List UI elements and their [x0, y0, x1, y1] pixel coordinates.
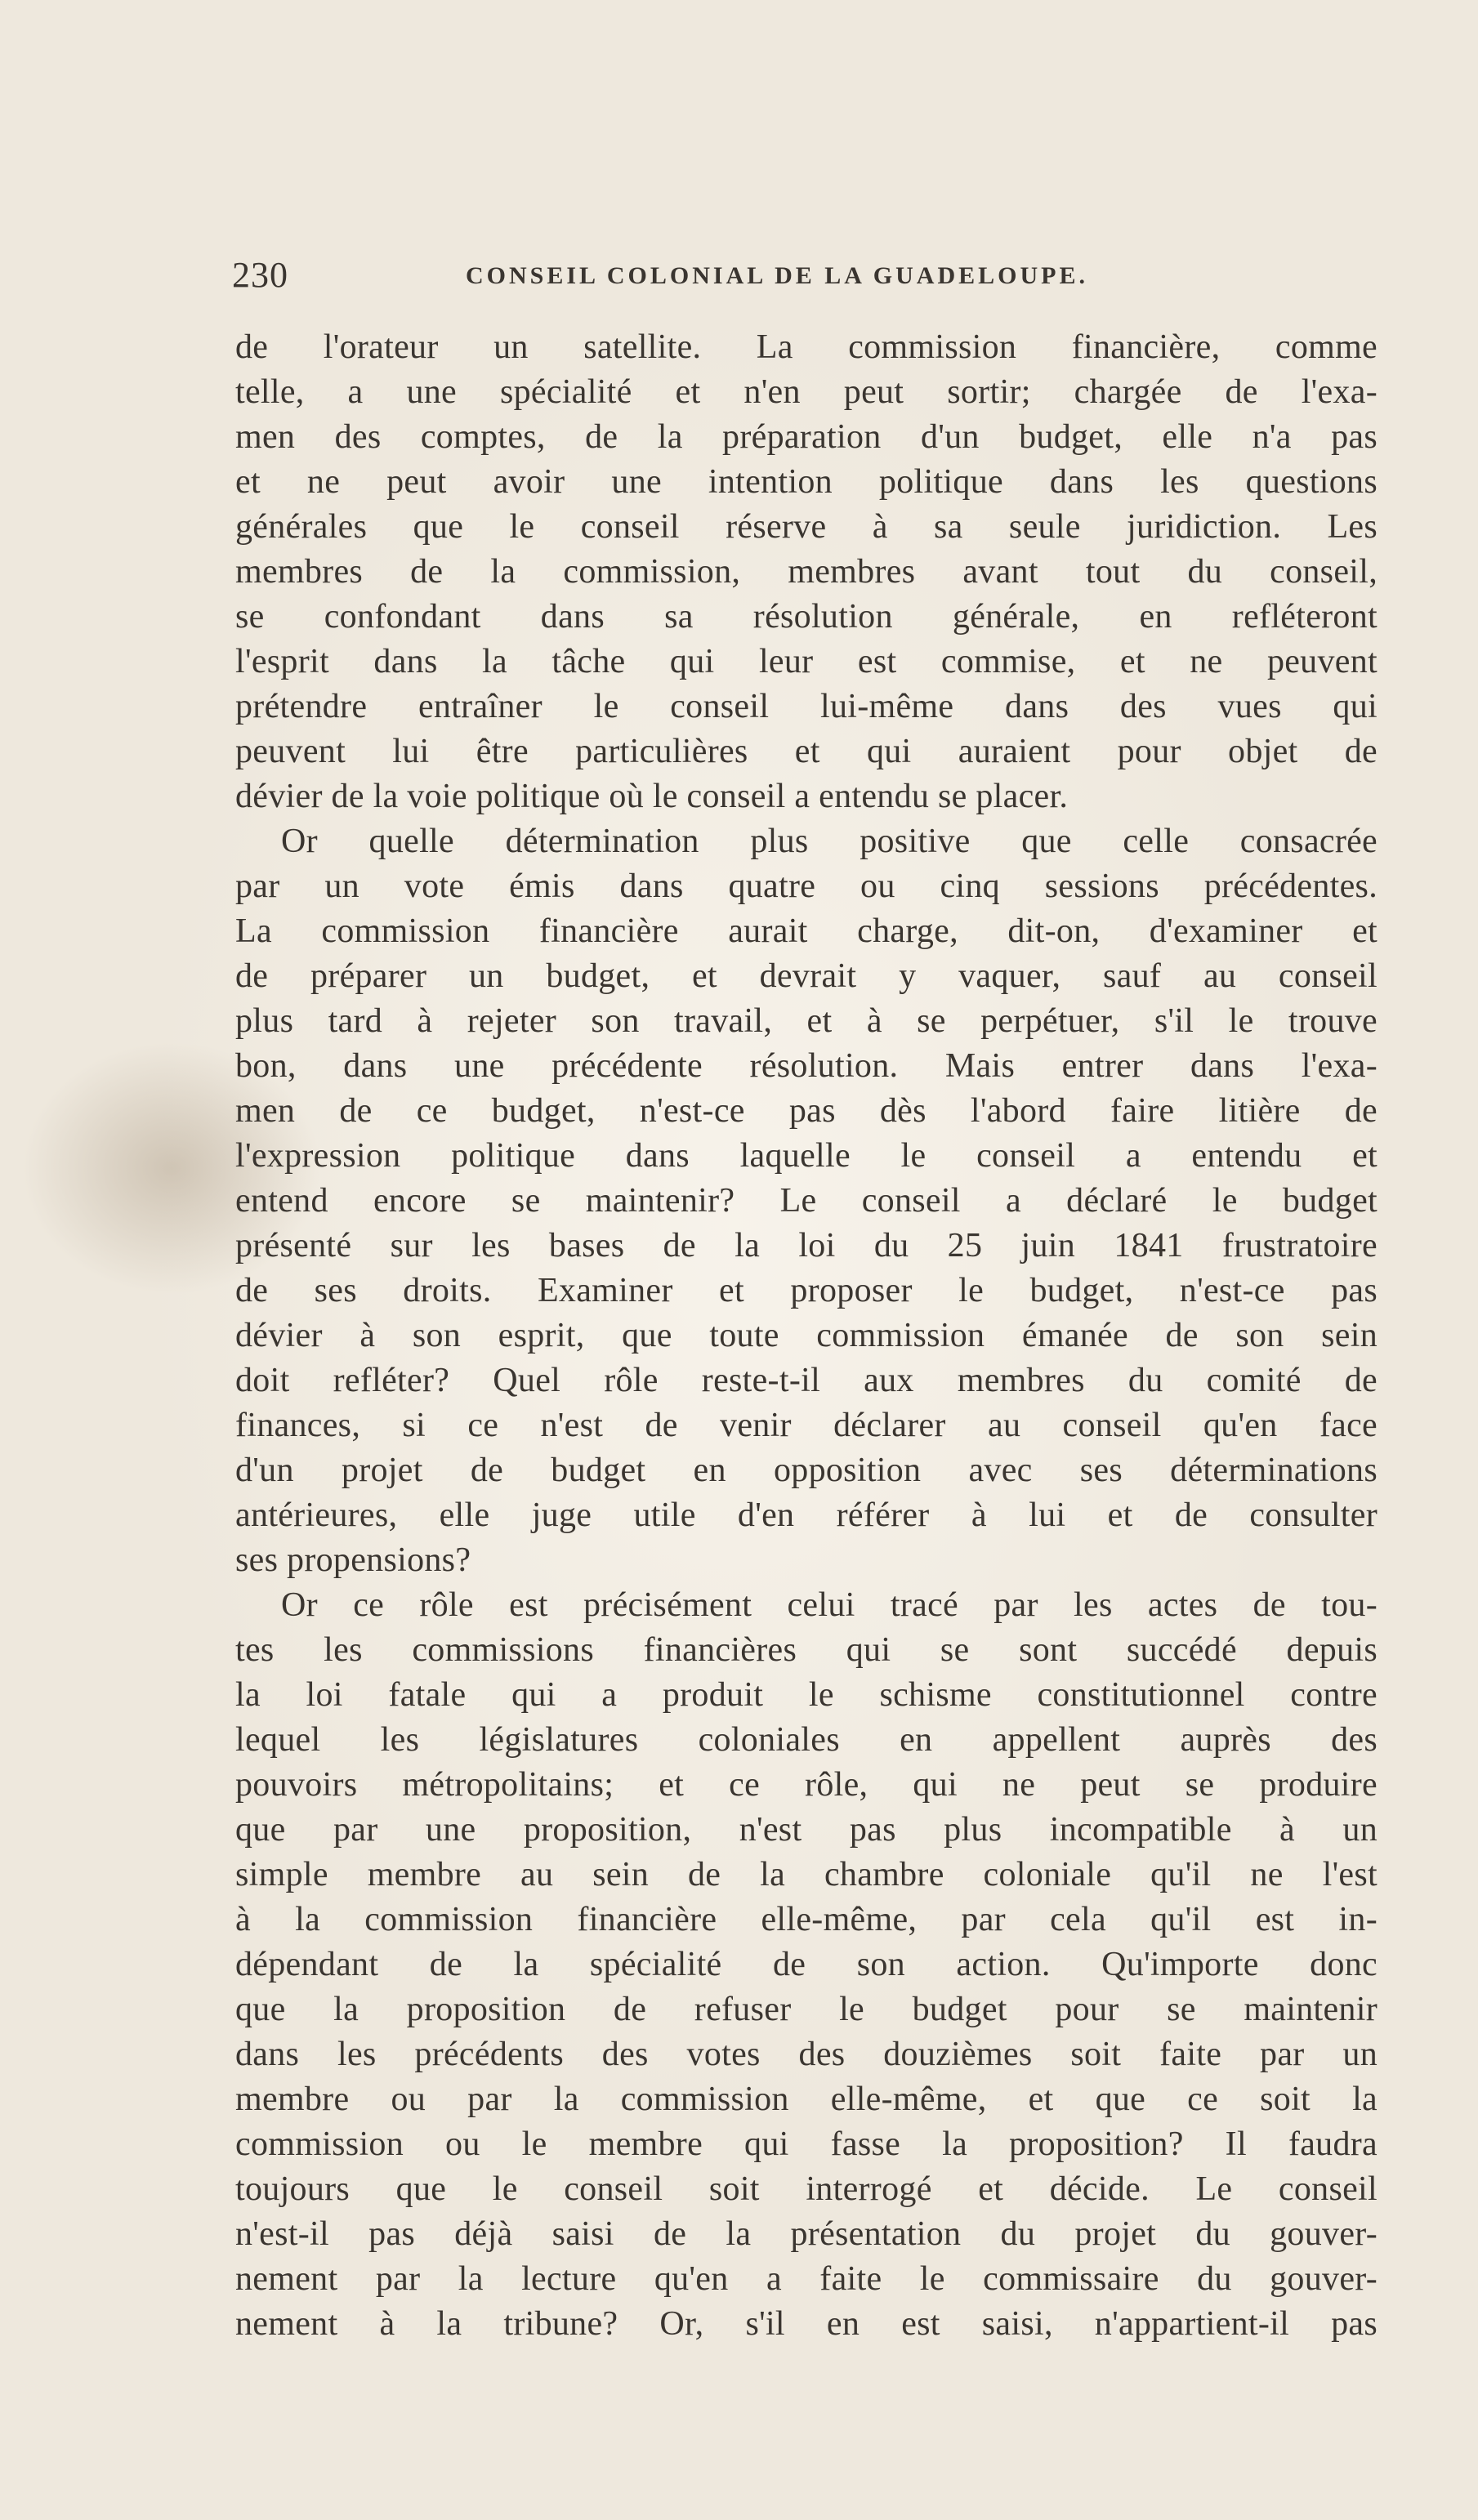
text-line: nement à la tribune? Or, s'il en est saisi, n'appartient-il pas [235, 2305, 1378, 2343]
text-line: men des comptes, de la préparation d'un budget, elle n'a pas [235, 418, 1378, 456]
text-line: par un vote émis dans quatre ou cinq sessions précédentes. [235, 868, 1378, 905]
text-line: que par une proposition, n'est pas plus incompatible à un [235, 1811, 1378, 1849]
text-line: finances, si ce n'est de venir déclarer au conseil qu'en face [235, 1407, 1378, 1444]
text-line: dévier de la voie politique où le conseil a entendu se placer. [235, 778, 1069, 815]
text-line: dépendant de la spécialité de son action. Qu'importe donc [235, 1946, 1378, 1983]
text-line: l'expression politique dans laquelle le conseil a entendu et [235, 1137, 1378, 1175]
text-line: n'est-il pas déjà saisi de la présentation du projet du gouver- [235, 2215, 1378, 2253]
text-line: la loi fatale qui a produit le schisme constitutionnel contre [235, 1676, 1378, 1714]
text-line: pouvoirs métropolitains; et ce rôle, qui ne peut se produire [235, 1766, 1378, 1804]
text-line: ses propensions? [235, 1541, 471, 1579]
text-line: à la commission financière elle-même, par cela qu'il est in- [235, 1901, 1378, 1938]
text-line: doit refléter? Quel rôle reste-t-il aux membres du comité de [235, 1362, 1378, 1399]
text-line: men de ce budget, n'est-ce pas dès l'abord faire litière de [235, 1092, 1378, 1130]
text-line: dévier à son esprit, que toute commission émanée de son sein [235, 1317, 1378, 1354]
text-line: membres de la commission, membres avant tout du conseil, [235, 553, 1378, 591]
text-line: présenté sur les bases de la loi du 25 juin 1841 frustratoire [235, 1227, 1378, 1264]
text-line: simple membre au sein de la chambre coloniale qu'il ne l'est [235, 1856, 1378, 1893]
text-line: que la proposition de refuser le budget pour se maintenir [235, 1991, 1378, 2028]
text-line: de l'orateur un satellite. La commission financière, comme [235, 328, 1378, 366]
text-line: tes les commissions financières qui se sont succédé depuis [235, 1631, 1378, 1669]
text-line: Or quelle détermination plus positive que celle consacrée [281, 823, 1378, 860]
text-line: de ses droits. Examiner et proposer le budget, n'est-ce pas [235, 1272, 1378, 1309]
page-number: 230 [232, 255, 288, 295]
text-line: de préparer un budget, et devrait y vaquer, sauf au conseil [235, 957, 1378, 995]
text-line: peuvent lui être particulières et qui auraient pour objet de [235, 733, 1378, 770]
text-line: se confondant dans sa résolution générale, en refléteront [235, 598, 1378, 636]
text-line: plus tard à rejeter son travail, et à se perpétuer, s'il le trouve [235, 1002, 1378, 1040]
text-line: l'esprit dans la tâche qui leur est commise, et ne peuvent [235, 643, 1378, 680]
text-line: La commission financière aurait charge, dit-on, d'examiner et [235, 912, 1378, 950]
body-text [235, 325, 1378, 2347]
text-line: entend encore se maintenir? Le conseil a déclaré le budget [235, 1182, 1378, 1220]
text-line: Or ce rôle est précisément celui tracé par les actes de tou- [281, 1586, 1378, 1624]
text-line: nement par la lecture qu'en a faite le commissaire du gouver- [235, 2260, 1378, 2298]
text-line: toujours que le conseil soit interrogé et décide. Le conseil [235, 2170, 1378, 2208]
text-line: telle, a une spécialité et n'en peut sortir; chargée de l'exa- [235, 373, 1378, 411]
text-line: bon, dans une précédente résolution. Mais entrer dans l'exa- [235, 1047, 1378, 1085]
text-line: générales que le conseil réserve à sa seule juridiction. Les [235, 508, 1378, 546]
running-header [232, 255, 1380, 296]
text-line: membre ou par la commission elle-même, et que ce soit la [235, 2081, 1378, 2118]
text-line: dans les précédents des votes des douzièmes soit faite par un [235, 2036, 1378, 2073]
text-line: prétendre entraîner le conseil lui-même dans des vues qui [235, 688, 1378, 725]
text-line: d'un projet de budget en opposition avec ses déterminations [235, 1452, 1378, 1489]
text-line: commission ou le membre qui fasse la proposition? Il faudra [235, 2125, 1378, 2163]
running-title: CONSEIL COLONIAL DE LA GUADELOUPE. [466, 262, 1088, 289]
text-line: lequel les législatures coloniales en appellent auprès des [235, 1721, 1378, 1759]
text-line: antérieures, elle juge utile d'en référer à lui et de consulter [235, 1496, 1378, 1534]
text-line: et ne peut avoir une intention politique dans les questions [235, 463, 1378, 501]
